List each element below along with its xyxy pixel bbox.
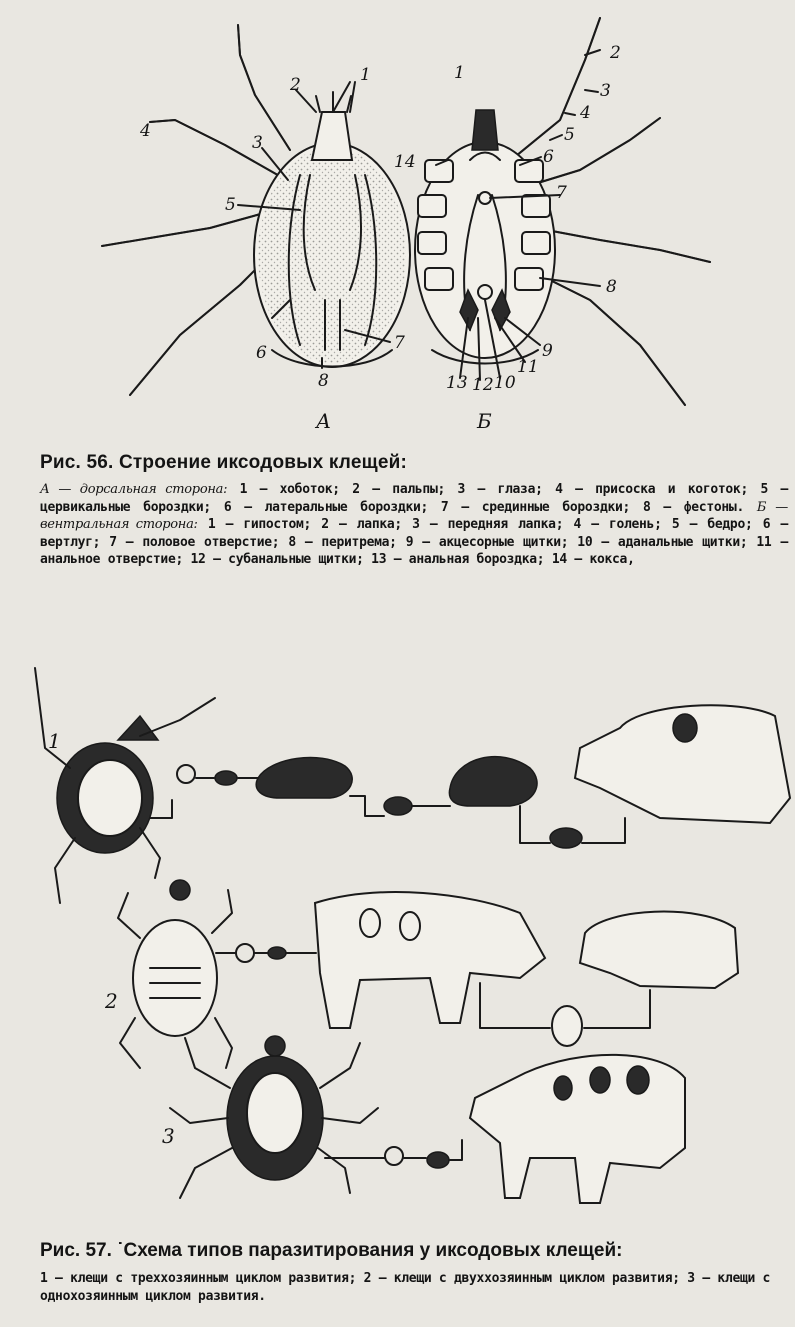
caption-segment: 1 — гипостом; 2 — лапка; 3 — передняя лапка; 4 — голень; 5 — бедро; 6 — вертлуг; 7 — половое отверстие; 8 — перитрема; 9 — акцесорные щитки; 10 — аданальные щитки; 11 — анальное отверстие; 12 — субанальные щитки; 13 — анальная бороздка; 14 — кокса, [40,517,788,568]
ventral-label-9: 9 [542,341,553,361]
row-label-3: 3 [162,1124,175,1148]
dorsal-label-8: 8 [318,371,329,391]
row-label-2: 2 [105,989,118,1013]
dorsal-label-1: 1 [360,65,371,85]
figure-57-title: Рис. 57. ˙Схема типов паразитирования у иксодовых клещей: [40,1240,623,1261]
row-one-host [170,1036,685,1203]
dorsal-label-6: 6 [256,343,267,363]
caption-segment: Б — вентральная сторона: [40,499,788,533]
row-label-1: 1 [48,729,61,753]
view-label-b: Б [477,409,492,433]
ventral-label-1: 1 [454,63,465,83]
dorsal-label-2: 2 [290,75,301,95]
view-label-a: А [316,409,332,433]
figure-57-caption: 1 — клещи с треххозяинным циклом развития; 2 — клещи с двуххозяинным циклом развития; 3 — клещи с однохозяинным циклом развития. [40,1271,771,1304]
ventral-label-7: 7 [556,183,567,203]
ventral-label-2: 2 [610,43,621,63]
caption-segment: 1 — хоботок; 2 — пальпы; 3 — глаза; 4 — присоска и коготок; 5 — цервикальные бороздки; 6 — латеральные бороздки; 7 — срединные бороздки; 8 — фестоны. [40,482,788,515]
caption-segment: А — дорсальная сторона: [40,482,228,497]
ventral-label-3: 3 [600,81,611,101]
dorsal-label-5: 5 [225,195,236,215]
ventral-label-6: 6 [543,147,554,167]
dorsal-label-4: 4 [140,121,151,141]
row-two-host [118,880,738,1068]
ventral-label-8: 8 [606,277,617,297]
ventral-label-13: 13 [446,373,468,393]
figure-56-title: Рис. 56. Строение иксодовых клещей: [40,452,407,473]
ventral-label-12: 12 [472,375,494,395]
ventral-label-11: 11 [517,357,539,377]
tick-anatomy-illustration [0,0,795,450]
parasitism-scheme-illustration [0,628,795,1238]
ventral-label-5: 5 [564,125,575,145]
dorsal-label-3: 3 [252,133,263,153]
figure-56-caption [40,481,788,569]
ventral-label-10: 10 [494,373,516,393]
ventral-label-4: 4 [580,103,591,123]
dorsal-label-7: 7 [394,333,405,353]
ventral-label-14: 14 [394,152,416,172]
row-three-host [35,668,790,903]
